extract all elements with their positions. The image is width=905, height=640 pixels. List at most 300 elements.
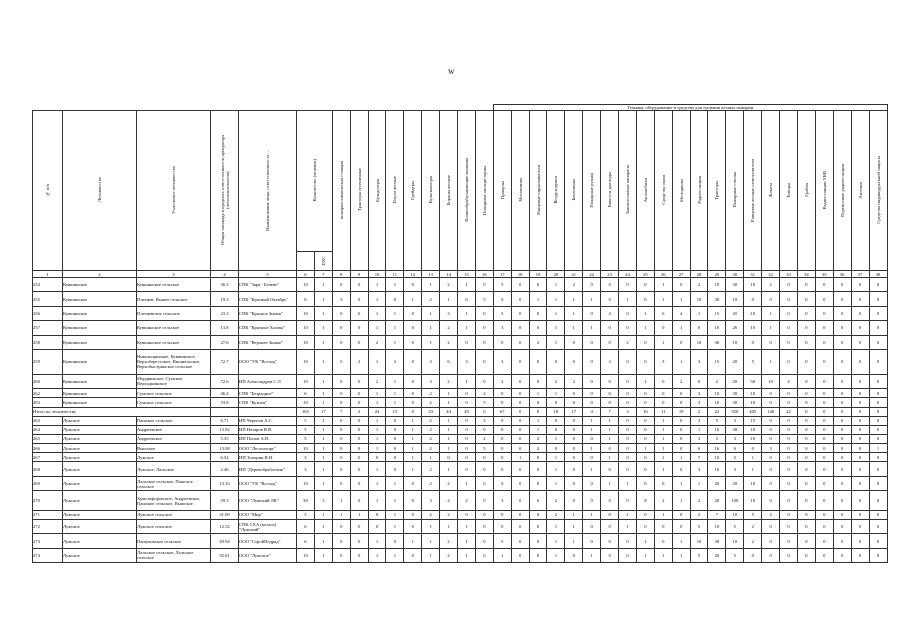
- value-cell: 0: [780, 548, 798, 562]
- value-cell: 0: [654, 398, 672, 407]
- value-cell: 10: [744, 389, 762, 398]
- value-cell: 1: [493, 548, 511, 562]
- value-cell: 1: [511, 453, 529, 462]
- value-cell: 1: [368, 444, 386, 453]
- column-header-text: Прицепы: [499, 180, 505, 200]
- value-cell: 3: [493, 321, 511, 335]
- value-cell: 0: [565, 398, 583, 407]
- value-cell: 0: [458, 425, 476, 434]
- value-cell: 3: [690, 462, 708, 476]
- value-cell: 0: [404, 476, 422, 490]
- value-cell: 1: [583, 510, 601, 519]
- value-cell: 0: [851, 407, 869, 416]
- value-cell: 16: [636, 407, 654, 416]
- value-cell: 1: [690, 306, 708, 320]
- entity-cell: ИП Александров С.Л.: [239, 374, 297, 388]
- value-cell: 3: [458, 349, 476, 374]
- value-cell: 0: [636, 434, 654, 443]
- value-cell: 1: [458, 306, 476, 320]
- value-cell: 1: [762, 349, 780, 374]
- value-cell: 1: [458, 321, 476, 335]
- value-cell: 1: [404, 462, 422, 476]
- value-cell: 0: [672, 425, 690, 434]
- value-cell: 3: [314, 491, 332, 511]
- value-cell: 5: [726, 453, 744, 462]
- value-cell: 0: [815, 349, 833, 374]
- area-cell: 12.52: [211, 520, 239, 534]
- value-cell: 0: [475, 321, 493, 335]
- value-cell: 4: [601, 306, 619, 320]
- value-cell: 0: [350, 278, 368, 292]
- value-cell: 2: [440, 548, 458, 562]
- value-cell: 0: [851, 453, 869, 462]
- area-cell: [211, 407, 239, 416]
- value-cell: 0: [780, 321, 798, 335]
- column-header-text: Наименование лица, ответственного за ...: [265, 149, 270, 231]
- value-cell: 1: [547, 389, 565, 398]
- value-cell: 1: [583, 548, 601, 562]
- value-cell: 1: [654, 425, 672, 434]
- forestry-cell: Лужское: [63, 434, 137, 443]
- value-cell: 1: [565, 534, 583, 548]
- value-cell: 30: [744, 374, 762, 388]
- value-cell: 0: [851, 520, 869, 534]
- value-cell: 5: [726, 548, 744, 562]
- value-cell: 0: [797, 306, 815, 320]
- table-row: [33, 349, 888, 374]
- row-number: 268: [33, 462, 63, 476]
- value-cell: 0: [350, 389, 368, 398]
- value-cell: 0: [475, 278, 493, 292]
- column-header-text: Тракторы гусеничные: [356, 168, 362, 212]
- value-cell: 2: [440, 374, 458, 388]
- value-cell: 0: [815, 321, 833, 335]
- forestry-cell: Лужское: [63, 425, 137, 434]
- row-number: 263: [33, 416, 63, 425]
- value-cell: 0: [475, 534, 493, 548]
- value-cell: 0: [762, 416, 780, 425]
- value-cell: 0: [672, 520, 690, 534]
- value-cell: 0: [797, 389, 815, 398]
- value-cell: 3: [422, 349, 440, 374]
- value-cell: 0: [601, 374, 619, 388]
- value-cell: 1: [314, 476, 332, 490]
- value-cell: 0: [475, 476, 493, 490]
- header-row: [33, 111, 888, 252]
- value-cell: 2: [422, 444, 440, 453]
- value-cell: 0: [636, 476, 654, 490]
- value-cell: 0: [583, 389, 601, 398]
- entity-cell: СПК "Красное Знамя": [239, 306, 297, 320]
- value-cell: 0: [851, 321, 869, 335]
- value-cell: 0: [511, 476, 529, 490]
- value-cell: 1: [386, 389, 404, 398]
- value-cell: 3: [440, 306, 458, 320]
- value-cell: 0: [511, 407, 529, 416]
- value-cell: 0: [440, 453, 458, 462]
- value-cell: 10: [297, 374, 315, 388]
- value-cell: 0: [780, 398, 798, 407]
- column-number: 36: [833, 271, 851, 278]
- value-cell: 30: [726, 278, 744, 292]
- value-cell: 0: [350, 321, 368, 335]
- value-cell: 0: [475, 462, 493, 476]
- entity-cell: ООО "СтройПодряд": [239, 534, 297, 548]
- value-cell: 0: [851, 306, 869, 320]
- value-cell: 0: [636, 520, 654, 534]
- value-cell: 0: [797, 476, 815, 490]
- value-cell: 0: [493, 453, 511, 462]
- value-cell: 1: [404, 425, 422, 434]
- value-cell: 0: [762, 520, 780, 534]
- value-cell: 1: [440, 389, 458, 398]
- value-cell: 0: [797, 491, 815, 511]
- value-cell: 0: [601, 398, 619, 407]
- district-cell: Плетневское сельское: [137, 306, 211, 320]
- value-cell: 0: [619, 321, 637, 335]
- forestry-cell: Кувшинское: [63, 389, 137, 398]
- table-row: [33, 335, 888, 349]
- value-cell: 0: [780, 453, 798, 462]
- entity-cell: [239, 407, 297, 416]
- value-cell: 0: [601, 335, 619, 349]
- value-cell: 1: [314, 534, 332, 548]
- column-header: [493, 111, 511, 271]
- value-cell: 10: [762, 374, 780, 388]
- value-cell: 5: [744, 510, 762, 519]
- value-cell: 0: [493, 462, 511, 476]
- value-cell: 0: [404, 306, 422, 320]
- value-cell: 0: [565, 444, 583, 453]
- district-cell: Пашское сельское: [137, 416, 211, 425]
- value-cell: 0: [833, 534, 851, 548]
- value-cell: 2: [368, 335, 386, 349]
- value-cell: 0: [797, 292, 815, 306]
- value-cell: 0: [851, 548, 869, 562]
- value-cell: 0: [529, 476, 547, 490]
- value-cell: 10: [297, 398, 315, 407]
- value-cell: 0: [851, 335, 869, 349]
- value-cell: 0: [529, 548, 547, 562]
- value-cell: 1: [368, 462, 386, 476]
- value-cell: 1: [332, 510, 350, 519]
- value-cell: 1: [314, 306, 332, 320]
- value-cell: 0: [583, 398, 601, 407]
- column-header: [547, 111, 565, 271]
- value-cell: 10: [690, 534, 708, 548]
- value-cell: 0: [780, 491, 798, 511]
- value-cell: 0: [869, 398, 887, 407]
- value-cell: 0: [583, 534, 601, 548]
- value-cell: 0: [815, 398, 833, 407]
- value-cell: 10: [297, 335, 315, 349]
- value-cell: 0: [404, 389, 422, 398]
- area-cell: 59.3: [211, 491, 239, 511]
- column-number: 23: [601, 271, 619, 278]
- value-cell: 0: [511, 444, 529, 453]
- area-cell: 23.3: [211, 306, 239, 320]
- value-cell: 0: [780, 306, 798, 320]
- value-cell: 0: [636, 416, 654, 425]
- value-cell: 0: [547, 425, 565, 434]
- column-header-text: Емкости для воды: [607, 172, 613, 208]
- value-cell: 2: [440, 321, 458, 335]
- value-cell: 1: [368, 349, 386, 374]
- value-cell: 15: [744, 416, 762, 425]
- entity-cell: СПК "Заря - Бечево": [239, 278, 297, 292]
- value-cell: 0: [493, 398, 511, 407]
- table-row: [33, 491, 888, 511]
- column-header: [619, 111, 637, 271]
- value-cell: 10: [726, 335, 744, 349]
- value-cell: 0: [797, 407, 815, 416]
- value-cell: 1: [869, 444, 887, 453]
- column-header-text: Пожарные автоцистерны: [481, 165, 487, 215]
- column-number: 12: [404, 271, 422, 278]
- column-header-text: № п/п: [45, 183, 50, 197]
- value-cell: 0: [332, 398, 350, 407]
- value-cell: 0: [762, 462, 780, 476]
- value-cell: 0: [583, 434, 601, 443]
- area-cell: 13.08: [211, 444, 239, 453]
- value-cell: 1: [690, 476, 708, 490]
- value-cell: 3: [297, 462, 315, 476]
- value-cell: 0: [815, 292, 833, 306]
- column-header-text: Бензопилы: [571, 179, 577, 201]
- district-cell: Вышское: [137, 444, 211, 453]
- column-header: [475, 111, 493, 271]
- value-cell: 0: [493, 520, 511, 534]
- value-cell: 1: [386, 476, 404, 490]
- value-cell: 0: [815, 444, 833, 453]
- value-cell: 1: [404, 444, 422, 453]
- value-cell: 10: [297, 548, 315, 562]
- value-cell: 15: [708, 349, 726, 374]
- column-header-text: Бульдозеры: [374, 178, 380, 202]
- value-cell: 0: [404, 398, 422, 407]
- value-cell: 1: [368, 434, 386, 443]
- value-cell: 1: [368, 321, 386, 335]
- value-cell: 3: [726, 416, 744, 425]
- value-cell: 1: [654, 453, 672, 462]
- district-cell: Мордвинское, Сумское, Верходнинское: [137, 374, 211, 388]
- district-cell: Пашуковское сельское: [137, 534, 211, 548]
- value-cell: 0: [529, 349, 547, 374]
- value-cell: 0: [368, 453, 386, 462]
- row-number: 274: [33, 548, 63, 562]
- value-cell: 0: [797, 548, 815, 562]
- value-cell: 0: [869, 434, 887, 443]
- value-cell: 0: [511, 306, 529, 320]
- value-cell: 0: [601, 520, 619, 534]
- value-cell: 0: [762, 491, 780, 511]
- value-cell: 405: [744, 407, 762, 416]
- value-cell: 0: [833, 491, 851, 511]
- value-cell: 0: [493, 444, 511, 453]
- table-row: [33, 476, 888, 490]
- value-cell: 0: [601, 462, 619, 476]
- forestry-cell: Лужское: [63, 476, 137, 490]
- value-cell: 0: [368, 510, 386, 519]
- value-cell: 0: [619, 548, 637, 562]
- row-number: 267: [33, 453, 63, 462]
- column-header-text: ПХС: [320, 255, 326, 266]
- value-cell: 1: [314, 389, 332, 398]
- value-cell: 1: [440, 520, 458, 534]
- value-cell: 30: [726, 389, 744, 398]
- value-cell: 0: [619, 534, 637, 548]
- value-cell: 1: [547, 534, 565, 548]
- value-cell: 0: [493, 335, 511, 349]
- value-cell: 1: [422, 453, 440, 462]
- entity-cell: ООО "УК "Восход": [239, 349, 297, 374]
- value-cell: 0: [601, 292, 619, 306]
- value-cell: 2: [458, 491, 476, 511]
- table-row: [33, 416, 888, 425]
- value-cell: 1: [672, 292, 690, 306]
- value-cell: 0: [547, 416, 565, 425]
- entity-cell: ООО "УК "Восход": [239, 476, 297, 490]
- value-cell: 0: [833, 335, 851, 349]
- value-cell: 0: [511, 434, 529, 443]
- value-cell: 0: [869, 425, 887, 434]
- value-cell: 1: [636, 306, 654, 320]
- column-number: 15: [458, 271, 476, 278]
- value-cell: 2: [547, 374, 565, 388]
- value-cell: 1: [601, 476, 619, 490]
- value-cell: 0: [797, 374, 815, 388]
- value-cell: 3: [619, 407, 637, 416]
- value-cell: 0: [780, 335, 798, 349]
- value-cell: 36: [708, 335, 726, 349]
- value-cell: 1: [547, 548, 565, 562]
- value-cell: 0: [636, 453, 654, 462]
- area-cell: 5.35: [211, 434, 239, 443]
- value-cell: 1: [744, 453, 762, 462]
- value-cell: 6: [690, 444, 708, 453]
- forestry-cell: Лужское: [63, 510, 137, 519]
- value-cell: 44: [440, 407, 458, 416]
- row-number: 254: [33, 278, 63, 292]
- value-cell: 30: [726, 425, 744, 434]
- value-cell: 10: [708, 389, 726, 398]
- value-cell: 2: [744, 534, 762, 548]
- column-subheader: [297, 252, 315, 271]
- value-cell: 0: [332, 321, 350, 335]
- value-cell: 0: [493, 416, 511, 425]
- area-cell: 13.8: [211, 321, 239, 335]
- district-cell: Лальское сельское, Пашское сельское: [137, 476, 211, 490]
- value-cell: 10: [708, 453, 726, 462]
- value-cell: 1: [386, 510, 404, 519]
- value-cell: 0: [529, 510, 547, 519]
- column-header-text: Ранцевые лесные огнетушители: [750, 158, 756, 222]
- value-cell: 0: [654, 476, 672, 490]
- value-cell: 0: [350, 434, 368, 443]
- value-cell: 0: [547, 444, 565, 453]
- value-cell: 0: [851, 349, 869, 374]
- value-cell: 0: [332, 434, 350, 443]
- district-cell: Лужское сельское: [137, 510, 211, 519]
- column-number: 7: [314, 271, 332, 278]
- value-cell: 20: [726, 374, 744, 388]
- value-cell: 1: [547, 335, 565, 349]
- value-cell: 0: [332, 476, 350, 490]
- value-cell: 2: [350, 407, 368, 416]
- value-cell: 1: [404, 534, 422, 548]
- value-cell: 0: [458, 292, 476, 306]
- value-cell: 2: [654, 491, 672, 511]
- value-cell: 0: [780, 425, 798, 434]
- column-header-text: Общая площадь в пределах ответственности арендатора (лесопользователя): [219, 134, 230, 246]
- value-cell: 1: [440, 444, 458, 453]
- area-cell: 2.46: [211, 462, 239, 476]
- value-cell: 0: [744, 292, 762, 306]
- value-cell: 0: [583, 278, 601, 292]
- table-body: [33, 278, 888, 563]
- column-header: [780, 111, 798, 271]
- value-cell: 1: [314, 520, 332, 534]
- area-cell: 53.8: [211, 398, 239, 407]
- entity-cell: ООО "Мир": [239, 510, 297, 519]
- value-cell: 0: [529, 321, 547, 335]
- value-cell: 0: [404, 510, 422, 519]
- value-cell: 1: [314, 510, 332, 519]
- column-header-text: Лопаты: [768, 182, 774, 198]
- value-cell: 0: [869, 534, 887, 548]
- value-cell: 0: [493, 292, 511, 306]
- value-cell: 0: [529, 278, 547, 292]
- value-cell: 1: [404, 416, 422, 425]
- value-cell: 1: [386, 398, 404, 407]
- value-cell: 0: [744, 548, 762, 562]
- entity-cell: СПК "Безрадное": [239, 389, 297, 398]
- value-cell: 1: [368, 306, 386, 320]
- column-number: 30: [726, 271, 744, 278]
- value-cell: 0: [601, 444, 619, 453]
- value-cell: 0: [404, 548, 422, 562]
- value-cell: 0: [529, 306, 547, 320]
- value-cell: 0: [833, 306, 851, 320]
- value-cell: 1: [619, 520, 637, 534]
- table-row: [33, 453, 888, 462]
- value-cell: 0: [815, 407, 833, 416]
- value-cell: 1: [314, 292, 332, 306]
- value-cell: 6: [654, 306, 672, 320]
- value-cell: 0: [458, 389, 476, 398]
- value-cell: 10: [690, 335, 708, 349]
- value-cell: 0: [797, 349, 815, 374]
- value-cell: 2: [440, 278, 458, 292]
- value-cell: 0: [601, 321, 619, 335]
- value-cell: 0: [869, 416, 887, 425]
- column-header: [440, 111, 458, 271]
- column-header-text: Количество (человек): [311, 159, 317, 202]
- district-cell: Андреевское: [137, 434, 211, 443]
- value-cell: 10: [708, 398, 726, 407]
- table-row: [33, 444, 888, 453]
- forestry-cell: Лужское: [63, 444, 137, 453]
- value-cell: 2: [422, 292, 440, 306]
- value-cell: 0: [869, 292, 887, 306]
- value-cell: 1: [386, 335, 404, 349]
- value-cell: 0: [332, 453, 350, 462]
- value-cell: 0: [869, 278, 887, 292]
- value-cell: 0: [636, 462, 654, 476]
- value-cell: 0: [797, 278, 815, 292]
- value-cell: 1: [368, 416, 386, 425]
- value-cell: 0: [851, 510, 869, 519]
